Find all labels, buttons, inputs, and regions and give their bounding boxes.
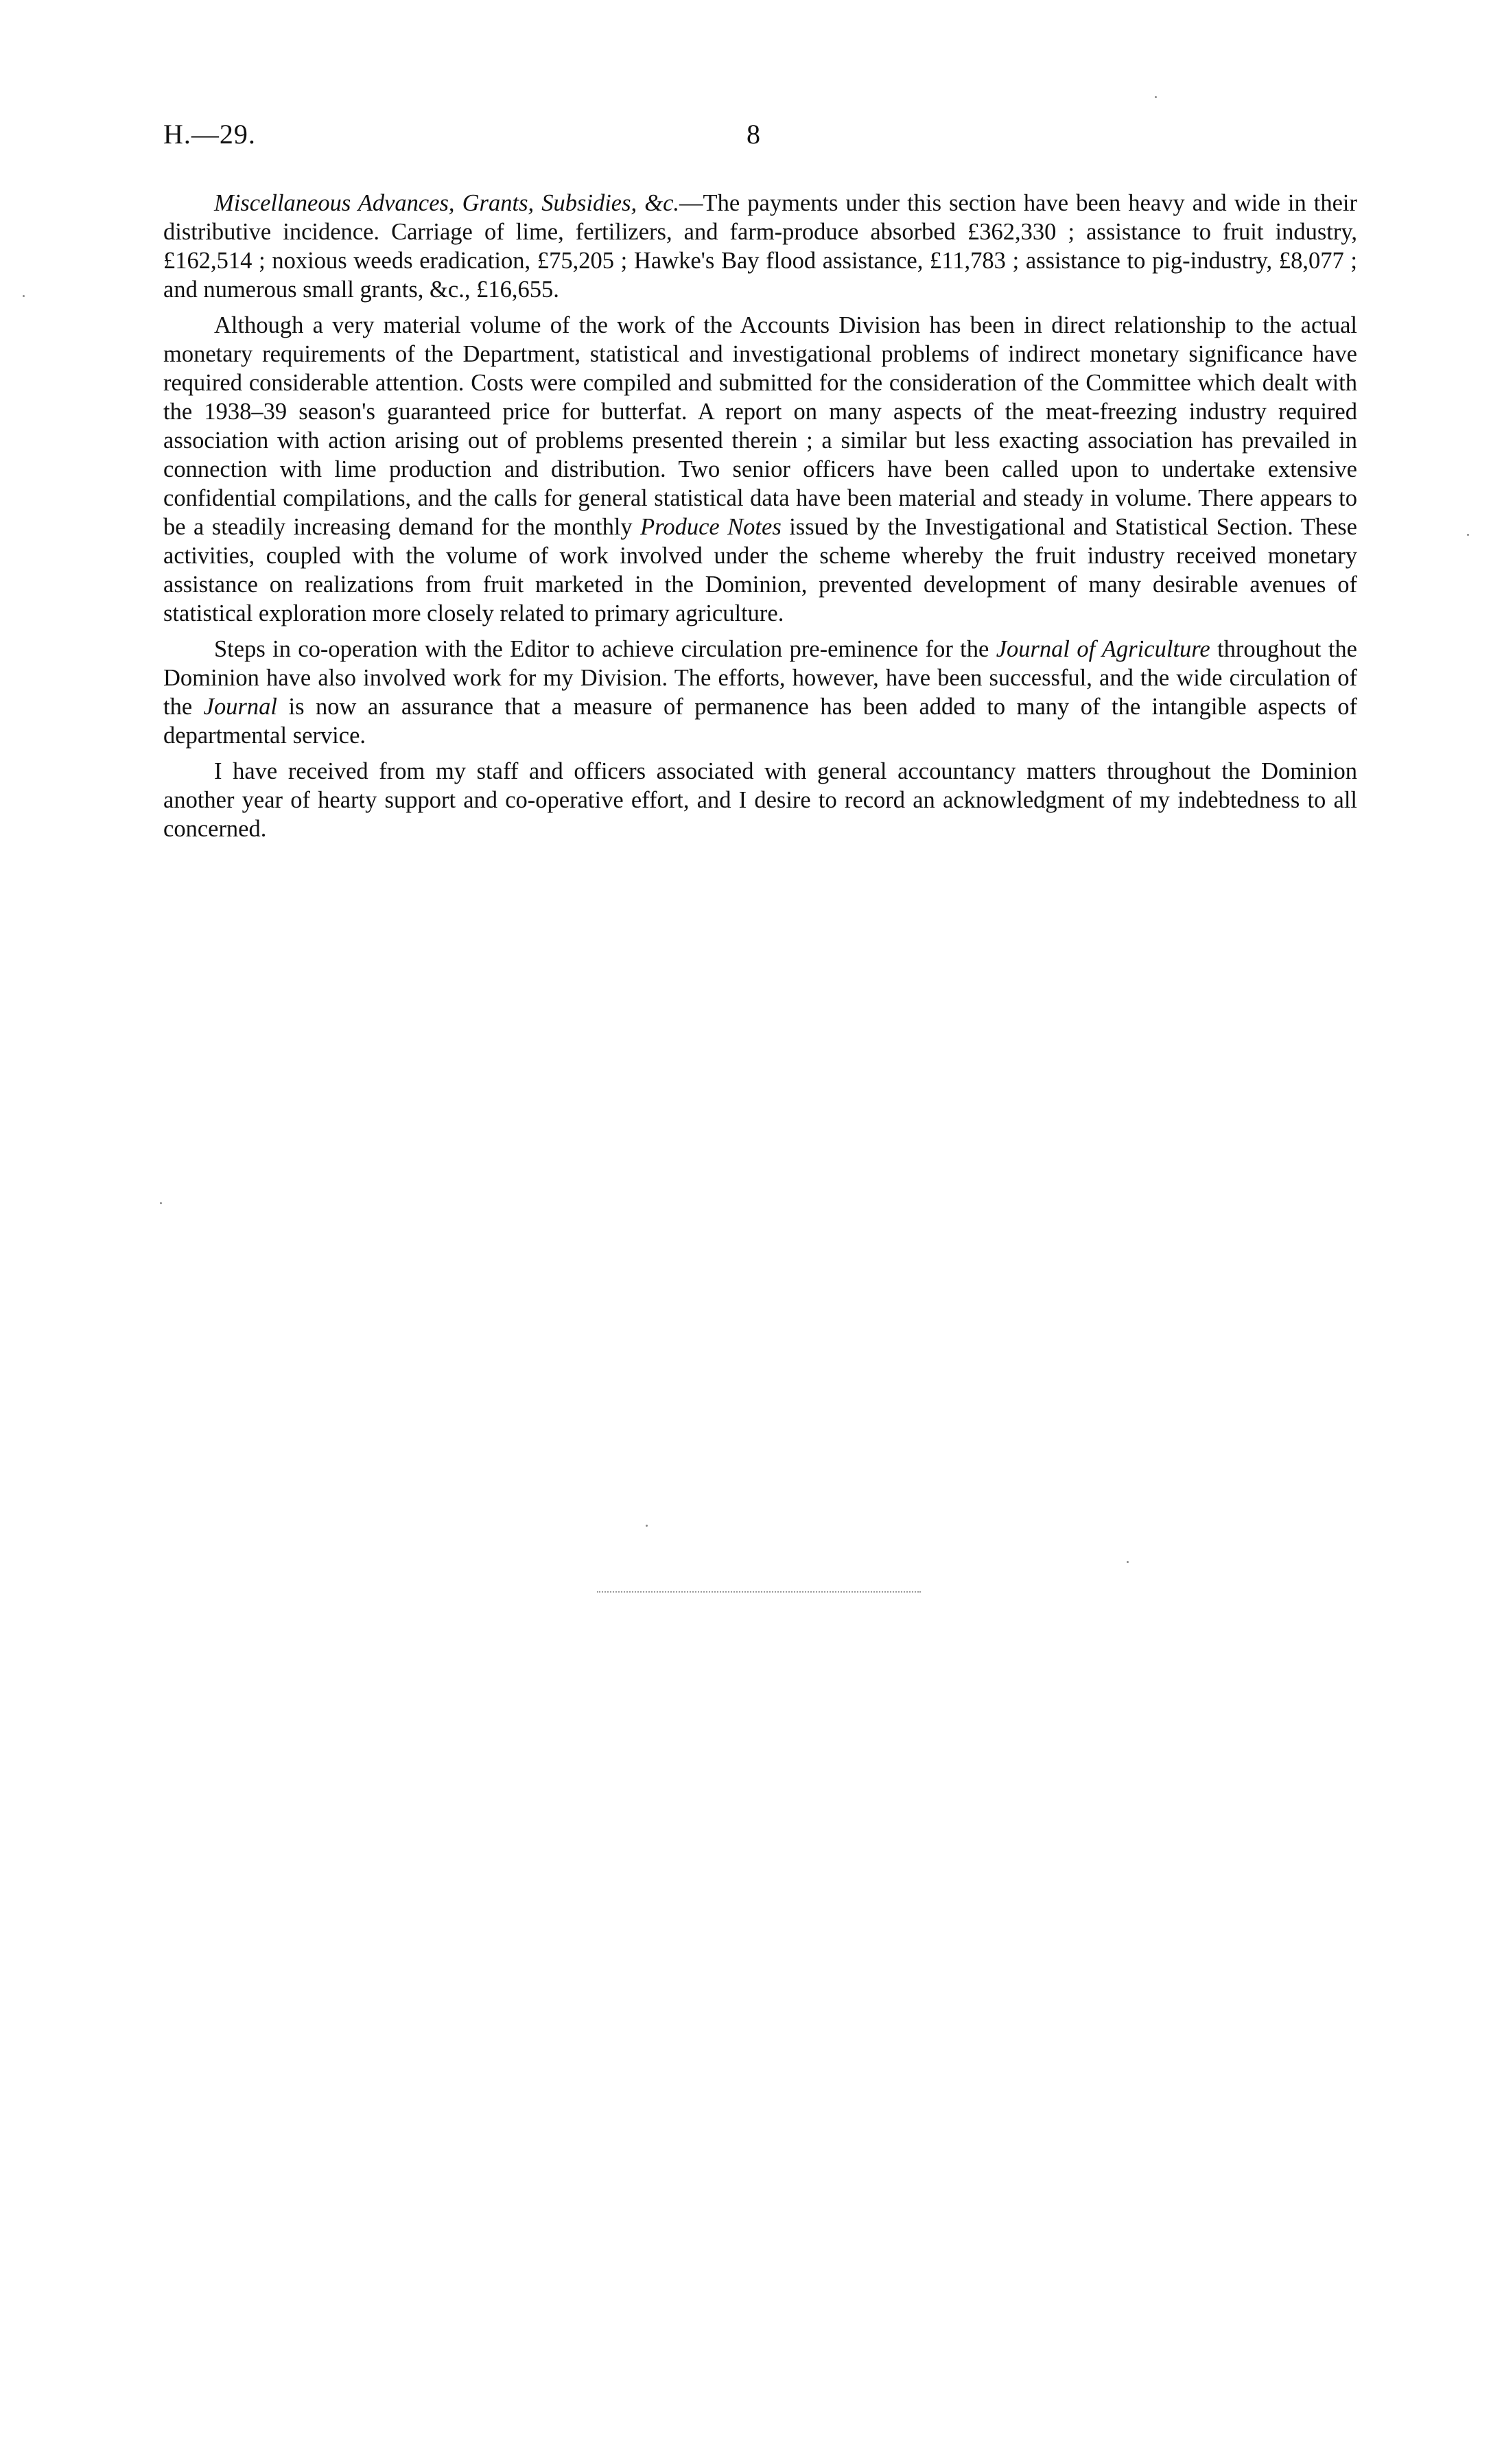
paragraph-text-segment: throughout the Dominion have also involved work for my Division. The efforts, however, have been successful, and the wide circulation of the	[163, 636, 1357, 720]
scan-speck	[1155, 96, 1157, 98]
scan-speck	[1467, 534, 1469, 536]
scan-speck	[1127, 1561, 1129, 1563]
paragraph-text-segment: issued by the Investigational and Statistical Section. These activities, coupled with the volume of work involved under the scheme whereby the fruit industry received monetary assistance on realizations from fruit marketed in the Dominion, prevented development of many desirable avenues of statistical exploration more closely related to primary agriculture.	[163, 514, 1357, 626]
end-rule	[597, 1591, 921, 1593]
paragraph-text-segment: is now an assurance that a measure of permanence has been added to many of the intangible aspects of departmental service.	[163, 694, 1357, 749]
paragraph-text-segment: Produce Notes	[640, 514, 782, 540]
paragraph-accounts-division-work	[163, 311, 1357, 628]
paragraph-acknowledgment	[163, 757, 1357, 843]
scan-speck	[646, 1525, 648, 1527]
document-reference: H.—29.	[163, 119, 256, 150]
paragraph-text-segment: Journal of Agriculture	[996, 636, 1210, 662]
paragraph-text-segment: Journal	[203, 694, 277, 720]
body-text	[163, 189, 1357, 850]
paragraph-text-segment: I have received from my staff and officers associated with general accountancy matters throughout the Dominion another year of hearty support and co-operative effort, and I desire to record an acknowledgment of my indebtedness to all concerned.	[163, 758, 1357, 842]
paragraph-text-segment: —The payments under this section have been heavy and wide in their distributive incidence. Carriage of lime, fertilizers, and farm-produce absorbed £362,330 ; assistance to fruit industry, £162,514 ; noxious weeds eradication, £75,205 ; Hawke's Bay flood assistance, £11,783 ; assistance to pig-industry, £8,077 ; and numerous small grants, &c., £16,655.	[163, 190, 1357, 303]
paragraph-text-segment: Steps in co-operation with the Editor to achieve circulation pre-eminence for the	[214, 636, 996, 662]
scan-speck	[160, 1202, 162, 1204]
scan-speck	[23, 295, 25, 297]
paragraph-text-segment: Miscellaneous Advances, Grants, Subsidies, &c.	[214, 190, 680, 216]
paragraph-text-segment: Although a very material volume of the work of the Accounts Division has been in direct relationship to the actual monetary requirements of the Department, statistical and investigational problems of indirect monetary significance have required considerable attention. Costs were compiled and submitted for the consideration of the Committee which dealt with the 1938–39 season's guaranteed price for butterfat. A report on many aspects of the meat-freezing industry required association with action arising out of problems presented therein ; a similar but less exacting association has prevailed in connection with lime production and distribution. Two senior officers have been called upon to undertake extensive confidential compilations, and the calls for general statistical data have been material and steady in volume. There appears to be a steadily increasing demand for the monthly	[163, 312, 1357, 540]
page-number: 8	[747, 119, 760, 150]
paragraph-miscellaneous-advances	[163, 189, 1357, 304]
page-header	[163, 118, 1357, 159]
paragraph-journal-circulation	[163, 635, 1357, 750]
